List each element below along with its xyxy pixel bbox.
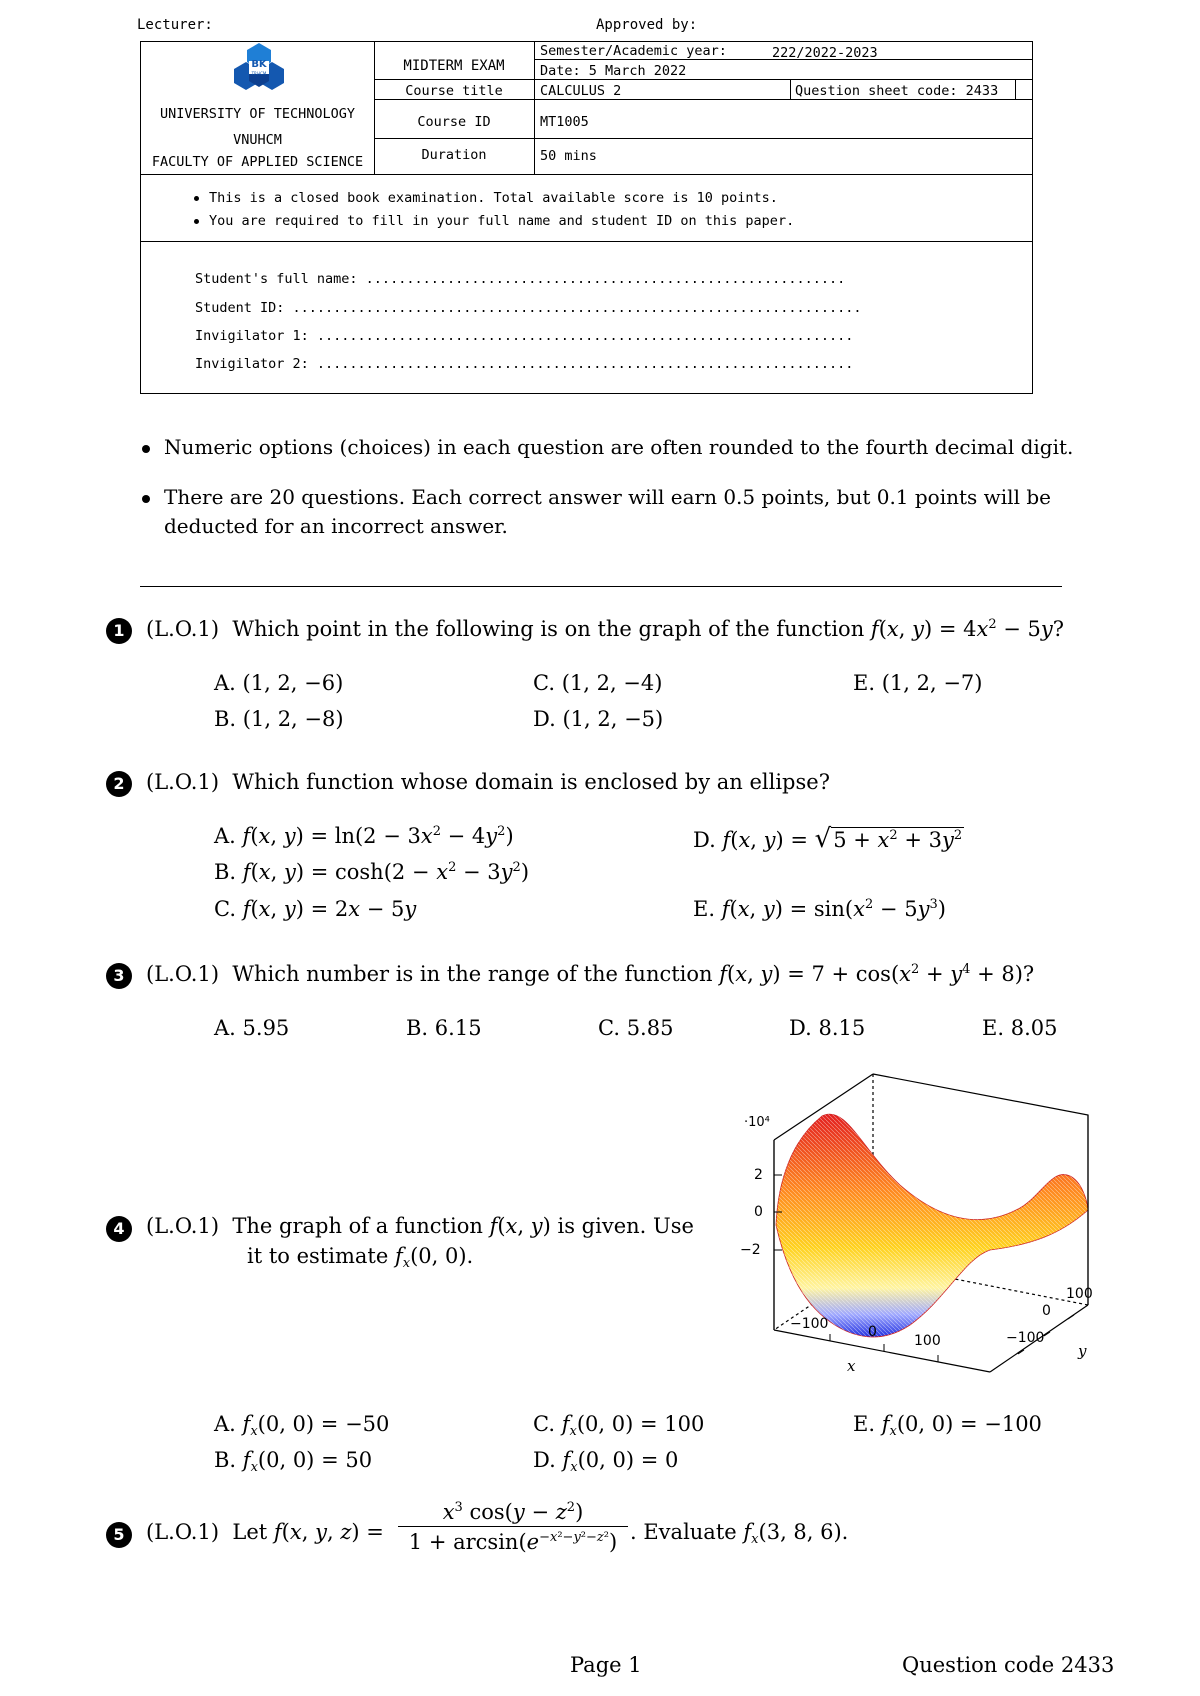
- q3-option-a[interactable]: A. 5.95: [214, 1016, 290, 1040]
- student-name-field[interactable]: Student's full name: ...........................................................: [195, 271, 846, 287]
- question-5-evaluate: . Evaluate $f_x(3$, 8, 6).: [630, 1520, 849, 1547]
- question-5-number: 5: [106, 1522, 132, 1548]
- question-4-text-line2: it to estimate $f_x(0$, 0).: [247, 1244, 474, 1271]
- q1-option-b[interactable]: B. (1, 2, −8): [214, 707, 344, 731]
- instruction-scoring: There are 20 questions. Each correct answer will earn 0.5 points, but 0.1 points will be: [164, 485, 1051, 509]
- q4-option-d[interactable]: D. $f_x(0$, 0) = 0: [533, 1448, 679, 1475]
- x-axis-label: x: [847, 1357, 856, 1375]
- y-tick-0: 0: [1042, 1303, 1051, 1319]
- z-tick-neg2: −2: [740, 1242, 761, 1258]
- instruction-rounding: Numeric options (choices) in each question are often rounded to the fourth decimal digit.: [164, 435, 1074, 459]
- q2-option-a[interactable]: A. f(x, $y) = \ln(2 - 3x^2 - 4y^2)$: [214, 824, 514, 848]
- note-closed-book: This is a closed book examination. Total available score is 10 points.: [194, 190, 778, 206]
- university-logo: BK TP.HCM: [231, 42, 287, 94]
- invigilator-2-field[interactable]: Invigilator 2: ..................................................................: [195, 356, 854, 372]
- semester-value: 222/2022-2023: [772, 45, 878, 61]
- q2-option-d[interactable]: D. f(x, $y) = √5 + x^2 + 3y^2$: [693, 824, 963, 854]
- y-tick-neg100: −100: [1006, 1330, 1045, 1346]
- course-title-label: Course title: [405, 83, 503, 99]
- page-number: Page 1: [570, 1653, 642, 1677]
- course-title-value: CALCULUS 2: [540, 83, 622, 99]
- z-tick-2: 2: [754, 1167, 763, 1183]
- question-1-text: (L.O.1) Which point in the following is on the graph of the function f(x, $y) = 4x^2 - 5y$?: [146, 617, 1065, 641]
- course-id-value: MT1005: [540, 114, 589, 130]
- q1-option-e[interactable]: E. (1, 2, −7): [853, 671, 983, 695]
- exam-header-box: [140, 41, 1033, 394]
- lecturer-label: Lecturer:: [137, 17, 213, 33]
- y-tick-100: 100: [1066, 1286, 1093, 1302]
- q3-option-e[interactable]: E. 8.05: [982, 1016, 1058, 1040]
- question-4-text: (L.O.1) The graph of a function f(x, y) is given. Use: [146, 1214, 694, 1238]
- q4-option-b[interactable]: B. $f_x(0$, 0) = 50: [214, 1448, 373, 1475]
- question-code: Question code 2433: [902, 1653, 1115, 1677]
- exam-date: Date: 5 March 2022: [540, 63, 687, 79]
- student-id-field[interactable]: Student ID: ......................................................................: [195, 300, 862, 316]
- q3-option-b[interactable]: B. 6.15: [406, 1016, 482, 1040]
- university-name: UNIVERSITY OF TECHNOLOGY: [159, 106, 356, 122]
- question-2-text: (L.O.1) Which function whose domain is enclosed by an ellipse?: [146, 770, 830, 794]
- q3-option-d[interactable]: D. 8.15: [789, 1016, 866, 1040]
- university-city: VNUHCM: [233, 132, 282, 148]
- x-tick-0: 0: [868, 1324, 877, 1340]
- q4-option-a[interactable]: A. $f_x(0$, 0) = −50: [214, 1412, 390, 1439]
- q1-option-c[interactable]: C. (1, 2, −4): [533, 671, 663, 695]
- faculty-name: FACULTY OF APPLIED SCIENCE: [151, 154, 364, 170]
- note-fill-name: You are required to fill in your full name and student ID on this paper.: [194, 213, 794, 229]
- question-5-text: (L.O.1) Let f(x, y, z) =: [146, 1520, 384, 1544]
- duration-label: Duration: [421, 147, 487, 163]
- question-3-number: 3: [106, 963, 132, 989]
- question-2-number: 2: [106, 771, 132, 797]
- q3-option-c[interactable]: C. 5.85: [598, 1016, 674, 1040]
- duration-value: 50 mins: [540, 148, 597, 164]
- q4-option-e[interactable]: E. $f_x(0$, 0) = −100: [853, 1412, 1042, 1439]
- q5-fraction: $x^3$ $\cos(y - z^2)$ $1 + \arcsin(e^{-x^2-y^2-z^2})$: [398, 1500, 628, 1554]
- question-4-number: 4: [106, 1216, 132, 1242]
- q4-option-c[interactable]: C. $f_x(0$, 0) = 100: [533, 1412, 705, 1439]
- z-scale-label: ·10⁴: [744, 1115, 770, 1130]
- y-axis-label: y: [1078, 1342, 1087, 1360]
- z-tick-0: 0: [754, 1204, 763, 1220]
- invigilator-1-field[interactable]: Invigilator 1: ..................................................................: [195, 328, 854, 344]
- q2-option-c[interactable]: C. f(x, y) = 2x − 5y: [214, 897, 417, 921]
- question-1-number: 1: [106, 618, 132, 644]
- semester-label: Semester/Academic year:: [540, 43, 727, 59]
- q2-option-b[interactable]: B. f(x, $y) = \cosh(2 - x^2 - 3y^2)$: [214, 860, 530, 884]
- q1-option-a[interactable]: A. (1, 2, −6): [214, 671, 344, 695]
- x-tick-100: 100: [914, 1333, 941, 1349]
- course-id-label: Course ID: [417, 114, 491, 130]
- saddle-surface-graph: [730, 1060, 1110, 1390]
- question-3-text: (L.O.1) Which number is in the range of the function f(x, $y) = 7 + \cos(x^2 + y^4 + 8)$?: [146, 962, 1035, 986]
- instruction-deduction: deducted for an incorrect answer.: [164, 514, 508, 538]
- exam-type: MIDTERM EXAM: [403, 58, 505, 74]
- x-tick-neg100: −100: [790, 1316, 829, 1332]
- q1-option-d[interactable]: D. (1, 2, −5): [533, 707, 664, 731]
- approved-by-label: Approved by:: [596, 17, 698, 33]
- question-sheet-code: Question sheet code: 2433: [795, 83, 999, 99]
- q2-option-e[interactable]: E. f(x, $y) = \sin(x^2 - 5y^3)$: [693, 897, 946, 921]
- separator-line: [140, 586, 1062, 587]
